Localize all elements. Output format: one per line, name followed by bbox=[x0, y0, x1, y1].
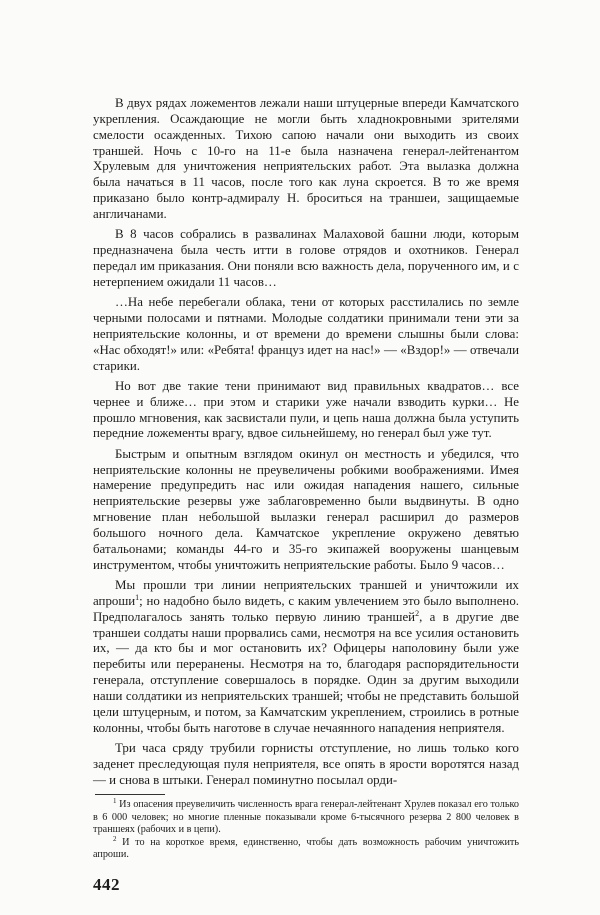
paragraph: Но вот две такие тени принимают вид правильных квадратов… все чернее и ближе… при этом и старики уже начали взводить курки… Не прошло мгновения, как засвистали пули, и цепь наша должна была уступить передние ложементы врагу, вдвое сильнейшему, но генерал был уже тут. bbox=[93, 378, 519, 441]
paragraph: Быстрым и опытным взглядом окинул он местность и убедился, что неприятельские колонны не преувеличены робкими воображениями. Имея намерение предупредить нас или ожидая нападения нашего, сильные неприятельские резервы уже заблаговременно были выдвинуты. В одно мгновение план небольшой вылазки генерал расширил до размеров большого ночного дела. Камчатское укрепление окружено девятью батальонами; команды 44-го и 35-го экипажей вооружены шанцевым инструментом, чтобы уничтожить неприятельские работы. Было 9 часов… bbox=[93, 446, 519, 572]
book-page bbox=[93, 96, 519, 895]
paragraph-text: ; но надобно было видеть, с каким увлечением это было выполнено. Предполагалось занять только первую линию траншей bbox=[93, 593, 519, 624]
paragraph-text: Мы прошли три линии неприятельских траншей и уничтожили их апроши bbox=[93, 577, 519, 608]
paragraph: В двух рядах ложементов лежали наши штуцерные впереди Камчатского укрепления. Осаждающие не могли быть хладнокровными зрителями смелости осажденных. Тихою сапою начали они выходить из своих траншей. Ночь с 10-го на 11-е была назначена генерал-лейтенантом Хрулевым для уничтожения неприятельских работ. Эта вылазка должна была начаться в 11 часов, после того как луна скроется. В то же время приказано было контр-адмиралу Н. броситься на траншеи, защищаемые англичанами. bbox=[93, 96, 519, 221]
footnote bbox=[93, 799, 519, 836]
page-number: 442 bbox=[93, 875, 120, 895]
footnote-text: И то на короткое время, единственно, чтобы дать возможность рабочим уничтожить апроши. bbox=[93, 836, 519, 861]
paragraph-with-footnote-refs bbox=[93, 578, 519, 736]
footnote-ref: 2 bbox=[415, 608, 420, 618]
footnote-divider bbox=[95, 794, 165, 795]
footnote bbox=[93, 834, 519, 862]
paragraph: В 8 часов собрались в развалинах Малаховой башни люди, которым предназначена была честь итти в голове отрядов и охотников. Генерал передал им приказания. Они поняли всю важность дела, порученного им, и с нетерпением ожидали 11 часов… bbox=[93, 227, 519, 289]
paragraph: …На небе перебегали облака, тени от которых расстилались по земле черными полосами и пятнами. Молодые солдатики принимали тени эти за неприятельские колонны, и от времени до времени слышны были слова: «Нас обходят!» или: «Ребята! француз идет на нас!» — «Вздор!» — отвечали старики. bbox=[93, 295, 519, 373]
footnote-ref: 1 bbox=[135, 592, 140, 602]
footnote-text: Из опасения преувеличить численность врага генерал-лейтенант Хрулев показал его только в 6 000 человек; но многие пленные показывали кроме 6-тысячного резерва 2 800 человек в траншеях (рабочих и в цепи). bbox=[93, 799, 519, 836]
paragraph: Три часа сряду трубили горнисты отступление, но лишь только кого заденет преследующая пуля неприятеля, все опять в ярости воротятся назад — и снова в штыки. Генерал поминутно посылал орди- bbox=[93, 740, 519, 787]
footnote-mark: 2 bbox=[113, 834, 117, 843]
footnote-mark: 1 bbox=[113, 797, 117, 806]
paragraph-text: , а в другие две траншеи солдаты наши прорвались сами, несмотря на все усилия остановить их, — да кто бы и мог остановить их? Офицеры наполовину были уже перебиты или переранены. Несмотря на то, благодаря распорядительности генерала, отступление совершалось в порядке. Один за другим выходили наши солдатики из неприятельских траншей; чтобы не представить большой цели штуцерным, и потом, за Камчатским укреплением, строились в ротные колонны, чтобы быть наготове в случае нечаянного нападения неприятеля. bbox=[93, 609, 519, 735]
